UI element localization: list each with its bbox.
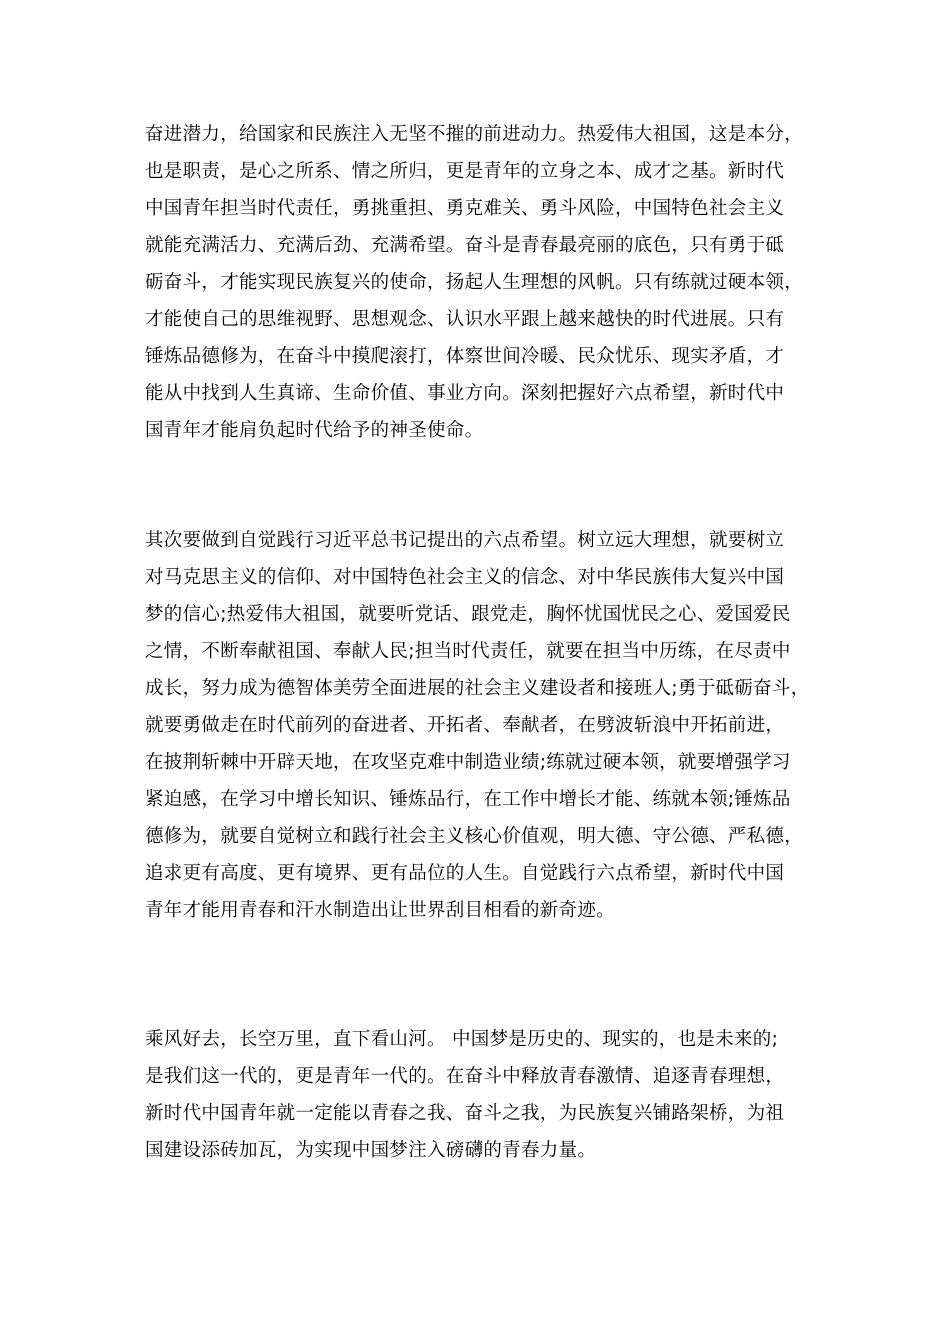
paragraph-3 <box>145 1021 825 1169</box>
text-line: 国青年才能肩负起时代给予的神圣使命。 <box>145 420 484 441</box>
text-line: 成长，努力成为德智体美劳全面进展的社会主义建设者和接班人;勇于砥砺奋斗， <box>145 678 810 699</box>
text-line: 追求更有高度、更有境界、更有品位的人生。自觉践行六点希望，新时代中国 <box>145 863 785 884</box>
text-line: 国建设添砖加瓦，为实现中国梦注入磅礴的青春力量。 <box>145 1140 597 1161</box>
text-line: 砺奋斗，才能实现民族复兴的使命，扬起人生理想的风帆。只有练就过硬本领， <box>145 272 804 293</box>
text-line: 梦的信心;热爱伟大祖国，就要听党话、跟党走，胸怀忧国忧民之心、爱国爱民 <box>145 604 791 625</box>
paragraph-2 <box>145 522 825 929</box>
text-line: 中国青年担当时代责任，勇挑重担、勇克难关、勇斗风险，中国特色社会主义 <box>145 198 785 219</box>
text-line: 对马克思主义的信仰、对中国特色社会主义的信念、对中华民族伟大复兴中国 <box>145 567 785 588</box>
text-line: 奋进潜力，给国家和民族注入无坚不摧的前进动力。热爱伟大祖国，这是本分， <box>145 124 804 145</box>
text-line: 能从中找到人生真谛、生命价值、事业方向。深刻把握好六点希望，新时代中 <box>145 383 785 404</box>
text-line: 其次要做到自觉践行习近平总书记提出的六点希望。树立远大理想，就要树立 <box>145 530 785 551</box>
paragraph-1 <box>145 116 825 449</box>
text-line: 也是职责，是心之所系、情之所归，更是青年的立身之本、成才之基。新时代 <box>145 161 785 182</box>
text-line: 就能充满活力、充满后劲、充满希望。奋斗是青春最亮丽的底色，只有勇于砥 <box>145 235 785 256</box>
text-line: 锤炼品德修为，在奋斗中摸爬滚打，体察世间冷暖、民众忧乐、现实矛盾，才 <box>145 346 785 367</box>
text-line: 之情，不断奉献祖国、奉献人民;担当时代责任，就要在担当中历练，在尽责中 <box>145 641 791 662</box>
text-line: 就要勇做走在时代前列的奋进者、开拓者、奉献者，在劈波斩浪中开拓前进， <box>145 715 785 736</box>
text-line: 紧迫感，在学习中增长知识、锤炼品行，在工作中增长才能、练就本领;锤炼品 <box>145 789 791 810</box>
text-line: 才能使自己的思维视野、思想观念、认识水平跟上越来越快的时代进展。只有 <box>145 309 785 330</box>
text-line: 在披荆斩棘中开辟天地，在攻坚克难中制造业绩;练就过硬本领，就要增强学习 <box>145 752 791 773</box>
text-line: 乘风好去，长空万里，直下看山河。 中国梦是历史的、现实的，也是未来的; <box>145 1029 779 1050</box>
text-line: 新时代中国青年就一定能以青春之我、奋斗之我，为民族复兴铺路架桥，为祖 <box>145 1103 785 1124</box>
text-line: 德修为，就要自觉树立和践行社会主义核心价值观，明大德、守公德、严私德， <box>145 826 804 847</box>
text-line: 青年才能用青春和汗水制造出让世界刮目相看的新奇迹。 <box>145 900 616 921</box>
text-line: 是我们这一代的，更是青年一代的。在奋斗中释放青春激情、追逐青春理想， <box>145 1066 785 1087</box>
